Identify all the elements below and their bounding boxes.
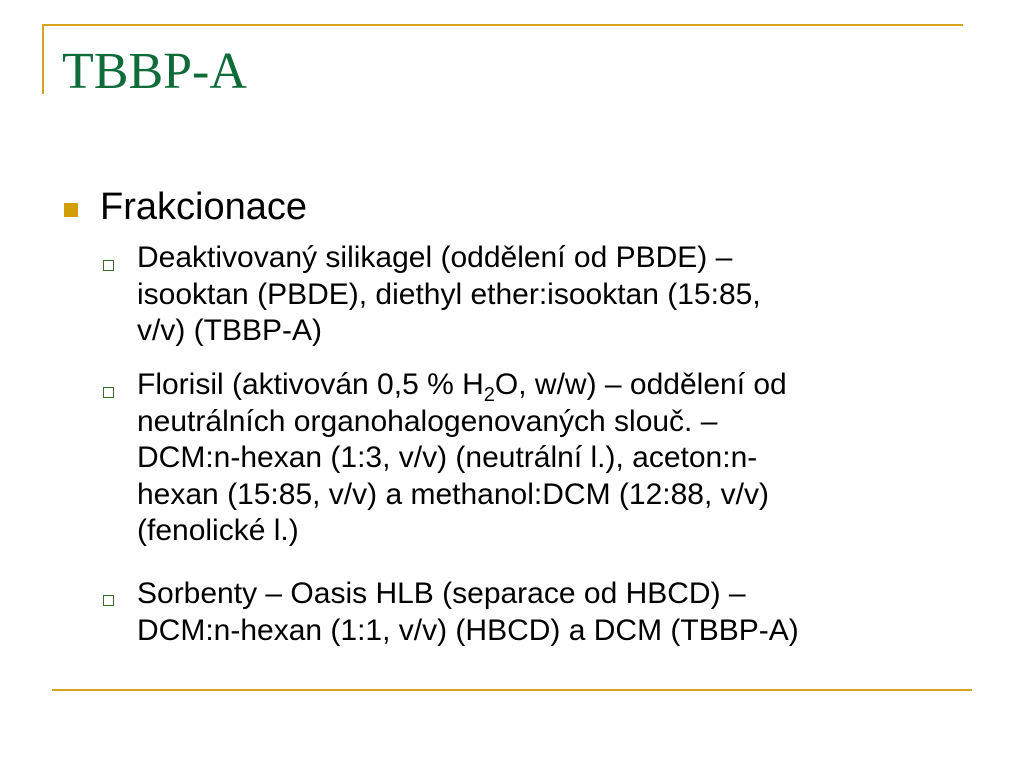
hollow-square-bullet-icon xyxy=(103,595,114,606)
top-rule xyxy=(42,24,963,26)
sub-item-florisil xyxy=(137,367,787,550)
square-bullet-icon xyxy=(64,203,78,217)
line: hexan (15:85, v/v) a methanol:DCM (12:88, v/v) xyxy=(137,477,769,511)
line: v/v) (TBBP-A) xyxy=(137,314,322,347)
line: isooktan (PBDE), diethyl ether:isooktan (15:85, xyxy=(137,277,761,311)
line: (fenolické l.) xyxy=(137,514,299,547)
left-rule xyxy=(42,24,44,94)
text: Florisil (aktivován 0,5 % H xyxy=(137,368,484,401)
bottom-rule xyxy=(52,689,972,691)
text: O, w/w) – oddělení od xyxy=(494,368,787,401)
hollow-square-bullet-icon xyxy=(103,260,114,271)
hollow-square-bullet-icon xyxy=(103,387,114,398)
line: Sorbenty – Oasis HLB (separace od HBCD) – xyxy=(137,577,746,610)
line: neutrálních organohalogenovaných slouč. – xyxy=(137,404,718,438)
slide-title: TBBP-A xyxy=(62,43,247,100)
line: DCM:n-hexan (1:3, v/v) (neutrální l.), aceton:n- xyxy=(137,441,758,474)
line: DCM:n-hexan (1:1, v/v) (HBCD) a DCM (TBBP-A) xyxy=(137,613,799,647)
sub-item-silikagel xyxy=(137,240,761,350)
line xyxy=(137,367,787,404)
subscript: 2 xyxy=(483,384,495,406)
sub-item-sorbenty xyxy=(137,576,799,649)
bullet-frakcionace: Frakcionace xyxy=(100,186,307,228)
line: Deaktivovaný silikagel (oddělení od PBDE) – xyxy=(137,241,733,274)
